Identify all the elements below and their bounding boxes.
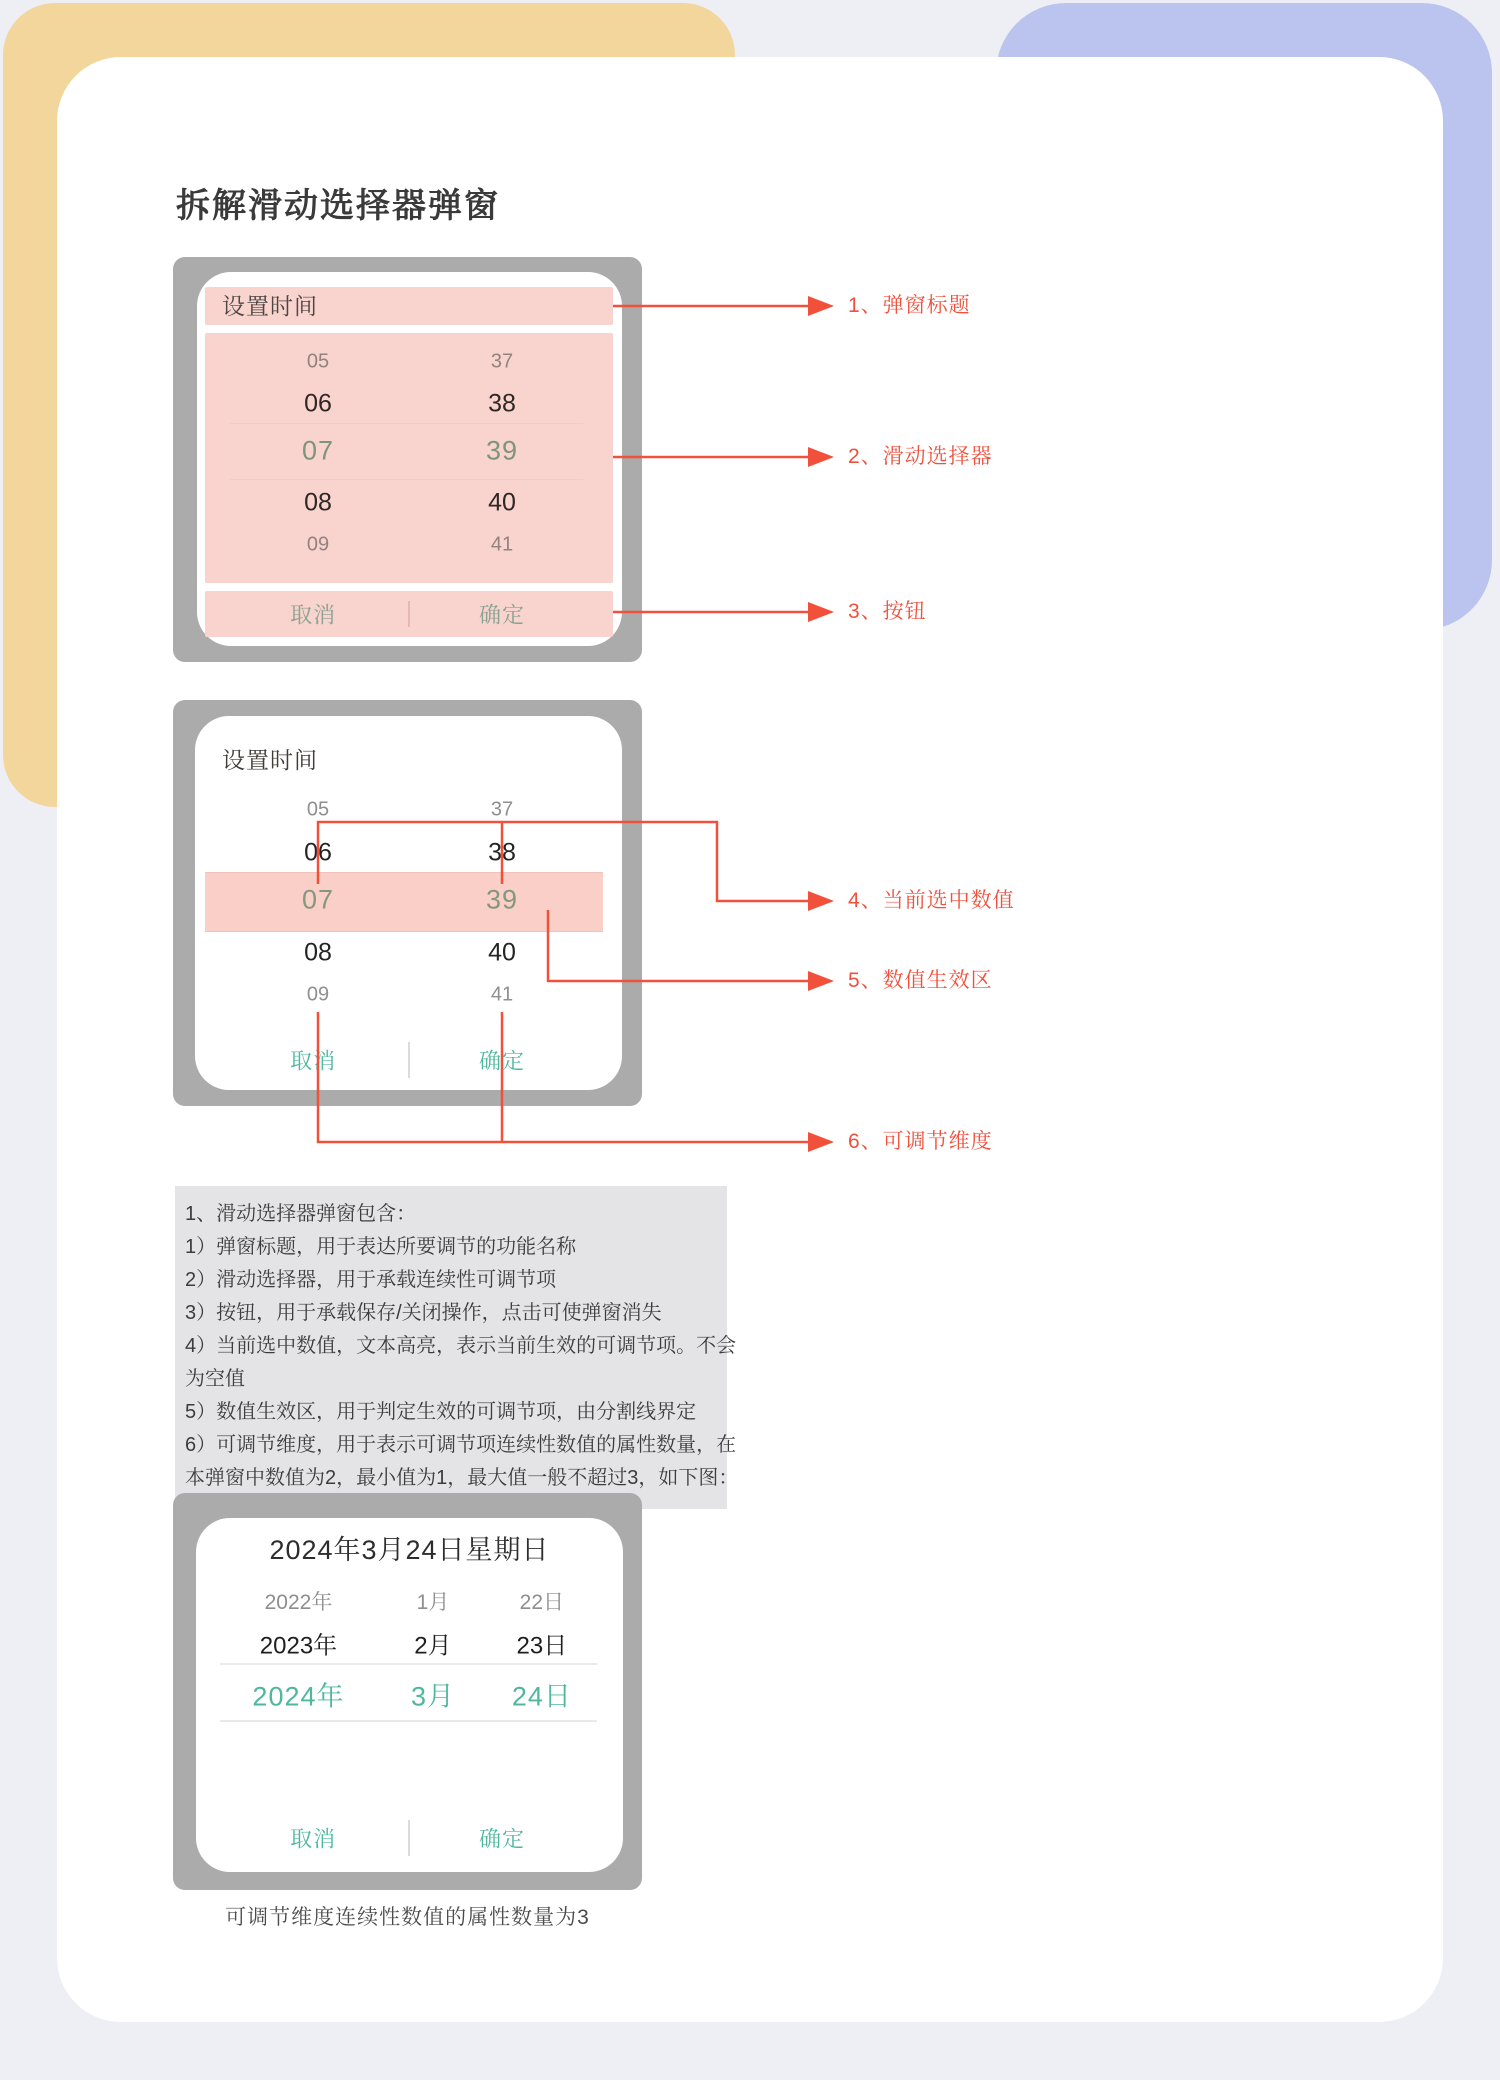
dialog3-popup — [196, 1518, 623, 1872]
confirm-button[interactable]: 确定 — [479, 1048, 526, 1074]
picker-value[interactable]: 39 — [485, 435, 519, 466]
figure-caption: 可调节维度连续性数值的属性数量为3 — [225, 1906, 590, 1929]
note-line: 2）滑动选择器，用于承载连续性可调节项 — [185, 1269, 557, 1291]
picker-value[interactable]: 1月 — [416, 1590, 450, 1614]
picker-divider — [230, 423, 583, 424]
dialog1-button-bar — [205, 591, 613, 637]
dialog1-frame — [173, 257, 642, 662]
picker-row — [205, 936, 613, 970]
note-line: 为空值 — [185, 1368, 245, 1390]
picker-row-selected — [196, 1677, 623, 1710]
picker-row — [205, 978, 613, 1012]
picker-value[interactable]: 05 — [306, 350, 330, 373]
picker-value[interactable]: 41 — [490, 533, 514, 556]
picker-value[interactable]: 24日 — [511, 1681, 572, 1711]
dialog1-popup — [197, 272, 622, 646]
picker-value[interactable]: 06 — [304, 389, 332, 418]
picker-value[interactable]: 08 — [304, 938, 332, 967]
note-line: 6）可调节维度，用于表示可调节项连续性数值的属性数量，在 — [185, 1434, 737, 1456]
annotation-label-2: 2、滑动选择器 — [848, 445, 993, 468]
picker-value[interactable]: 3月 — [410, 1681, 455, 1711]
picker-value[interactable]: 2024年 — [252, 1681, 345, 1711]
picker-value[interactable]: 37 — [490, 350, 514, 373]
dialog1-picker — [205, 333, 613, 583]
picker-value[interactable]: 2022年 — [264, 1590, 333, 1614]
picker-value[interactable]: 22日 — [519, 1590, 565, 1614]
picker-value[interactable]: 05 — [306, 798, 330, 821]
picker-value[interactable]: 2023年 — [259, 1632, 338, 1659]
picker-divider — [220, 1663, 597, 1665]
picker-value[interactable]: 23日 — [516, 1632, 568, 1659]
dialog3-title: 2024年3月24日星期日 — [269, 1535, 550, 1565]
note-line: 3）按钮，用于承载保存/关闭操作，点击可使弹窗消失 — [185, 1302, 662, 1324]
annotation-label-3: 3、按钮 — [848, 600, 927, 623]
picker-value[interactable]: 09 — [306, 533, 330, 556]
dialog2-button-bar — [205, 1038, 613, 1082]
button-divider — [408, 1042, 410, 1078]
picker-row-selected — [205, 883, 613, 917]
note-line: 1）弹窗标题，用于表达所要调节的功能名称 — [185, 1236, 577, 1258]
note-line: 本弹窗中数值为2，最小值为1，最大值一般不超过3，如下图： — [185, 1467, 739, 1489]
picker-row — [205, 387, 613, 421]
picker-row — [205, 345, 613, 379]
dialog2-frame — [173, 700, 642, 1106]
cancel-button[interactable]: 取消 — [290, 602, 337, 628]
picker-row — [205, 528, 613, 562]
picker-value[interactable]: 08 — [304, 488, 332, 517]
annotation-label-5: 5、数值生效区 — [848, 969, 993, 992]
picker-value[interactable]: 2月 — [414, 1632, 452, 1659]
picker-value[interactable]: 38 — [488, 389, 516, 418]
picker-value[interactable]: 41 — [490, 983, 514, 1006]
annotation-label-6: 6、可调节维度 — [848, 1130, 993, 1153]
picker-row — [205, 836, 613, 870]
picker-value[interactable]: 07 — [301, 884, 335, 915]
picker-divider — [230, 479, 583, 480]
picker-value[interactable]: 38 — [488, 838, 516, 867]
dialog1-title-bar: 设置时间 — [205, 287, 613, 325]
dialog3-frame — [173, 1493, 642, 1890]
notes-panel — [175, 1186, 739, 1509]
picker-value[interactable]: 37 — [490, 798, 514, 821]
picker-row-selected — [205, 434, 613, 468]
picker-value[interactable]: 39 — [485, 884, 519, 915]
dialog3-button-bar — [205, 1816, 613, 1860]
picker-row — [196, 1626, 623, 1659]
dialog2-popup — [195, 716, 622, 1090]
picker-value[interactable]: 40 — [488, 488, 516, 517]
page-title: 拆解滑动选择器弹窗 — [176, 187, 500, 225]
cancel-button[interactable]: 取消 — [290, 1826, 337, 1852]
picker-value[interactable]: 06 — [304, 838, 332, 867]
picker-value[interactable]: 40 — [488, 938, 516, 967]
note-line: 5）数值生效区，用于判定生效的可调节项，由分割线界定 — [185, 1401, 697, 1423]
note-line: 4）当前选中数值，文本高亮，表示当前生效的可调节项。不会 — [185, 1335, 737, 1357]
picker-divider — [220, 1720, 597, 1722]
button-divider — [408, 1820, 410, 1856]
annotation-label-4: 4、当前选中数值 — [848, 889, 1015, 912]
button-divider — [408, 601, 410, 627]
confirm-button[interactable]: 确定 — [479, 1826, 526, 1852]
confirm-button[interactable]: 确定 — [479, 602, 526, 628]
picker-row — [205, 486, 613, 520]
picker-value[interactable]: 09 — [306, 983, 330, 1006]
picker-row — [196, 1584, 623, 1617]
dialog2-title: 设置时间 — [222, 747, 318, 773]
annotation-label-1: 1、弹窗标题 — [848, 294, 971, 317]
note-line: 1、滑动选择器弹窗包含： — [185, 1203, 417, 1225]
picker-value[interactable]: 07 — [301, 435, 335, 466]
picker-row — [205, 793, 613, 827]
cancel-button[interactable]: 取消 — [290, 1048, 337, 1074]
